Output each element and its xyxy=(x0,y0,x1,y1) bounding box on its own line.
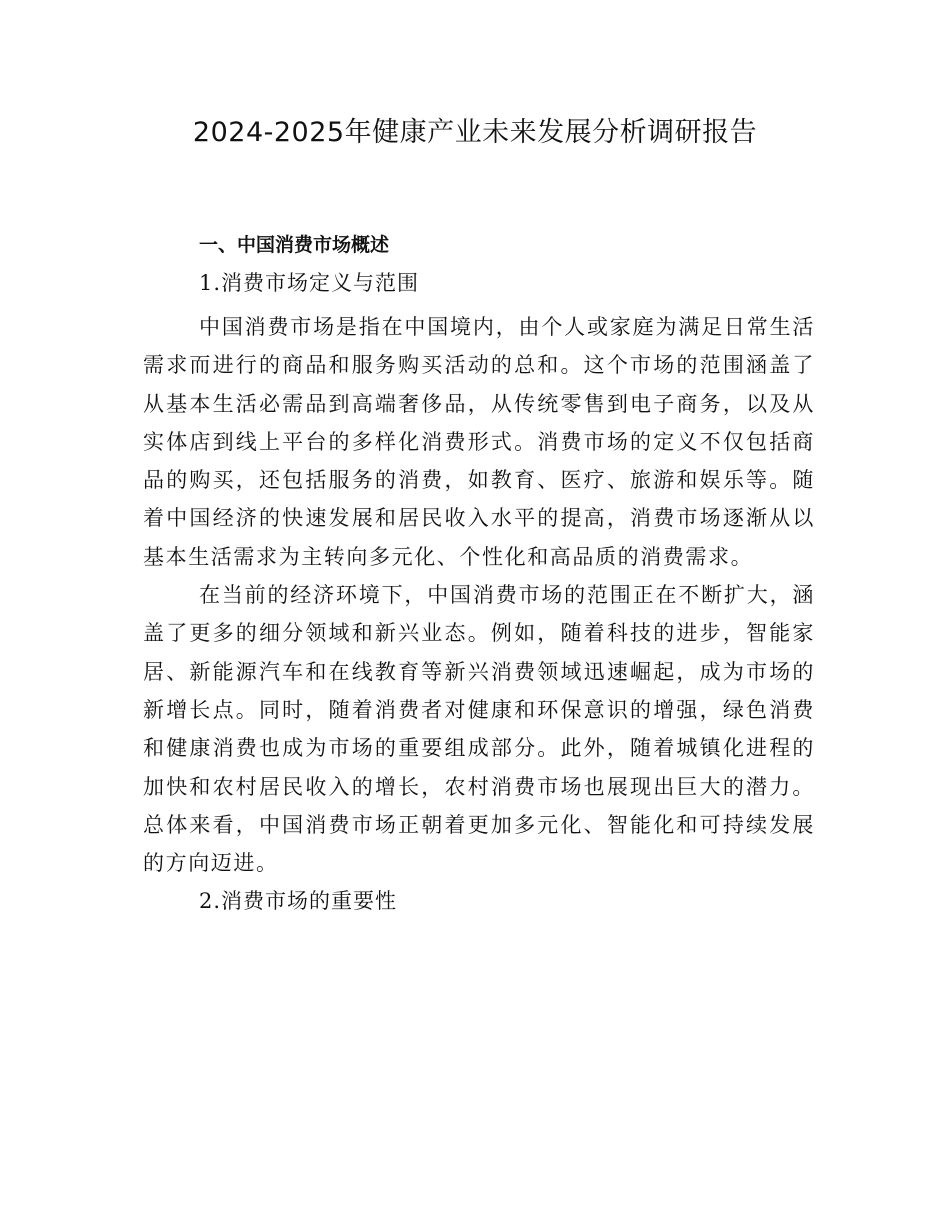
section-heading: 一、中国消费市场概述 xyxy=(199,234,390,256)
document-body xyxy=(143,226,815,926)
subsection-heading-importance: 2.消费市场的重要性 xyxy=(199,889,398,914)
paragraph-scope: 在当前的经济环境下，中国消费市场的范围正在不断扩大，涵盖了更多的细分领域和新兴业态。例如，随着科技的进步，智能家居、新能源汽车和在线教育等新兴消费领域迅速崛起，成为市场的新增长点。同时，随着消费者对健康和环保意识的增强，绿色消费和健康消费也成为市场的重要组成部分。此外，随着城镇化进程的加快和农村居民收入的增长，农村消费市场也展现出巨大的潜力。总体来看，中国消费市场正朝着更加多元化、智能化和可持续发展的方向迈进。 xyxy=(143,583,815,876)
paragraph-definition: 中国消费市场是指在中国境内，由个人或家庭为满足日常生活需求而进行的商品和服务购买活动的总和。这个市场的范围涵盖了从基本生活必需品到高端奢侈品，从传统零售到电子商务，以及从实体店到线上平台的多样化消费形式。消费市场的定义不仅包括商品的购买，还包括服务的消费，如教育、医疗、旅游和娱乐等。随着中国经济的快速发展和居民收入水平的提高，消费市场逐渐从以基本生活需求为主转向多元化、个性化和高品质的消费需求。 xyxy=(143,315,815,569)
document-title: 2024-2025年健康产业未来发展分析调研报告 xyxy=(192,117,758,148)
subsection-heading-definition: 1.消费市场定义与范围 xyxy=(199,271,420,295)
